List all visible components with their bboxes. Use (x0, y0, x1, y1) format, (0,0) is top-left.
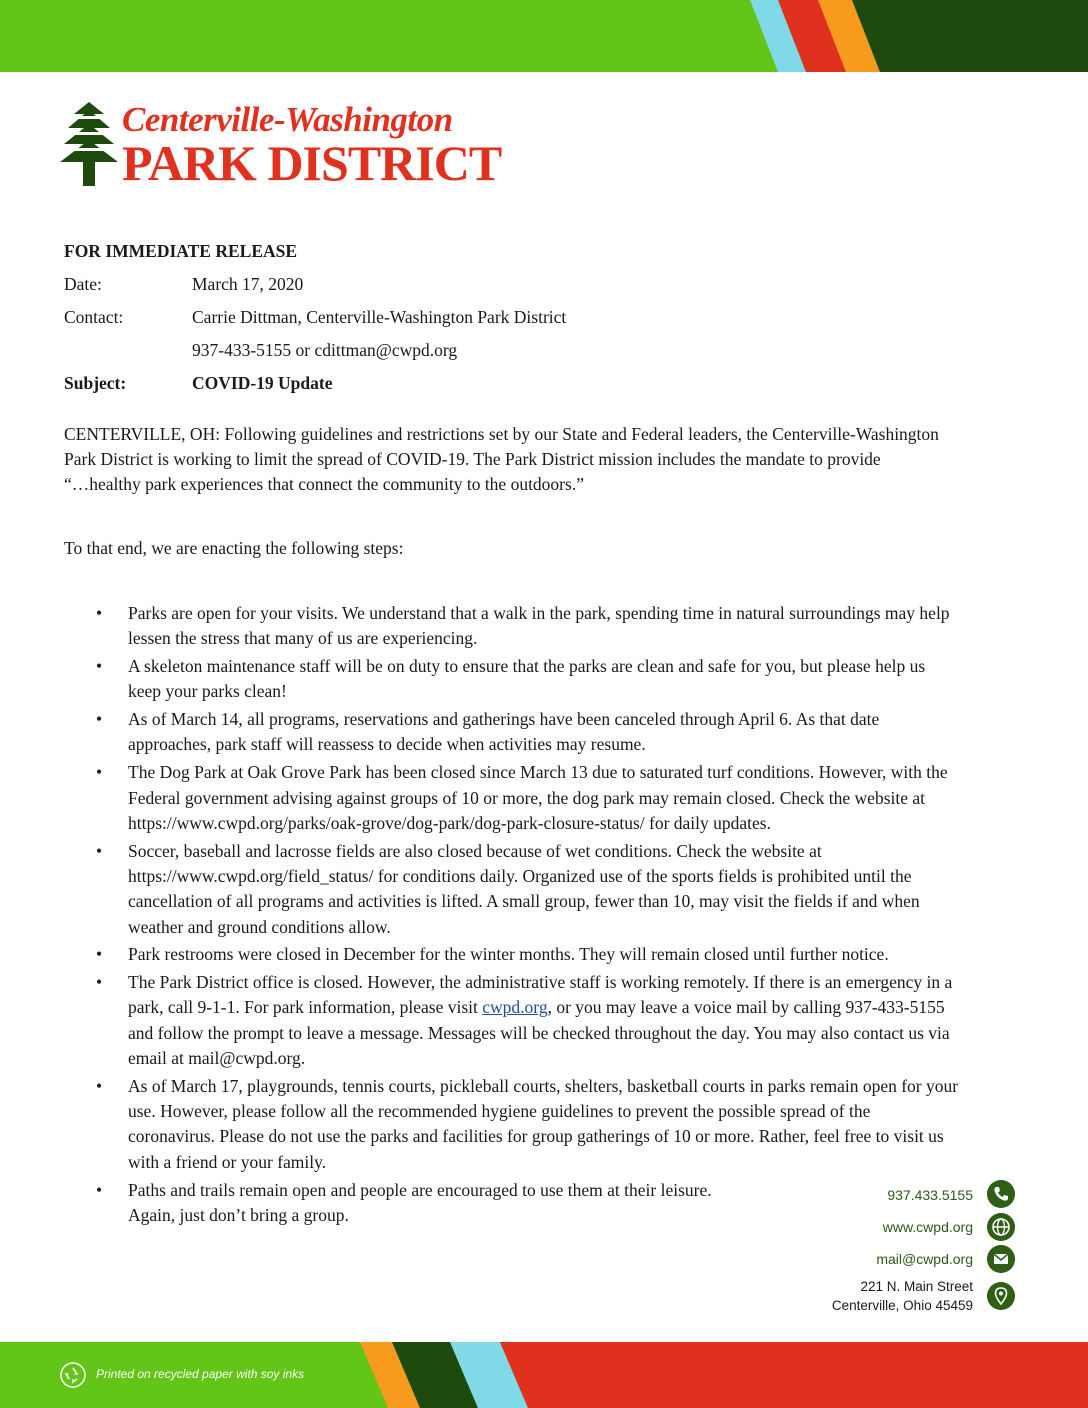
header-color-band (0, 0, 1088, 72)
list-item-line: and follow the prompt to leave a message. Messages will be checked throughout the day. You may also contact us via (128, 1022, 950, 1043)
recycle-icon (60, 1362, 86, 1388)
list-item-line: approaches, park staff will reassess to decide when activities may resume. (128, 734, 646, 755)
list-item-line: Parks are open for your visits. We understand that a walk in the park, spending time in natural surroundings may help (128, 603, 950, 623)
list-item (64, 707, 1039, 758)
steps-list (64, 601, 1039, 1231)
recycle-note: Printed on recycled paper with soy inks (96, 1367, 305, 1381)
intro-line: “…healthy park experiences that connect the community to the outdoors.” (64, 474, 584, 494)
list-item (64, 942, 1039, 967)
list-item-line (128, 995, 1039, 1020)
subject-label: Subject: (64, 373, 127, 393)
list-item (64, 1074, 1039, 1175)
list-item-line: email at mail@cwpd.org. (128, 1048, 306, 1069)
contact-address-line1: 221 N. Main Street (860, 1279, 973, 1294)
bullet-glyph: • (96, 944, 103, 965)
globe-icon (987, 1213, 1015, 1241)
list-item-line: keep your parks clean! (128, 681, 287, 702)
list-item (64, 839, 1039, 940)
tree-icon (58, 102, 120, 186)
office-line-after-link: , or you may leave a voice mail by calling 937-433-5155 (547, 997, 945, 1018)
list-item (64, 760, 1039, 836)
logo-wordmark-top: Centerville-Washington (122, 100, 453, 139)
logo-wordmark-bottom: PARK DISTRICT (122, 135, 502, 191)
contact-address-line2: Centerville, Ohio 45459 (831, 1298, 973, 1313)
list-item-line: lessen the stress that many of us are experiencing. (128, 628, 478, 649)
date-value: March 17, 2020 (192, 274, 304, 294)
intro-line: CENTERVILLE, OH: Following guidelines and restrictions set by our State and Federal leaders, the Centerville-Washington (64, 424, 939, 444)
list-item-line: weather and ground conditions allow. (128, 916, 391, 937)
list-item-line: The Dog Park at Oak Grove Park has been closed since March 13 due to saturated turf conditions. However, with the (128, 762, 948, 783)
list-item-line: A skeleton maintenance staff will be on duty to ensure that the parks are clean and safe for you, but please help us (128, 656, 926, 677)
list-item-line: As of March 14, all programs, reservations and gatherings have been canceled through April 6. As that date (128, 709, 880, 730)
contact-value: Carrie Dittman, Centerville-Washington Park District (192, 307, 567, 327)
contact-email: mail@cwpd.org (876, 1251, 973, 1267)
list-item-line: Paths and trails remain open and people are encouraged to use them at their leisure. (128, 1179, 712, 1200)
list-item-line: with a friend or your family. (128, 1151, 327, 1172)
contact-phone-email: 937-433-5155 or cdittman@cwpd.org (192, 340, 458, 360)
date-label: Date: (64, 274, 102, 294)
bullet-glyph: • (96, 762, 103, 783)
contact-label: Contact: (64, 307, 124, 327)
bullet-glyph: • (96, 603, 103, 623)
bullet-glyph: • (96, 656, 103, 677)
cwpd-link[interactable]: cwpd.org (482, 997, 548, 1018)
list-item (64, 601, 1039, 652)
bullet-glyph: • (96, 972, 103, 993)
phone-icon (987, 1180, 1015, 1208)
list-item-line: Federal government advising against groups of 10 or more, the dog park may remain closed. Check the website at (128, 787, 926, 808)
contact-web: www.cwpd.org (882, 1219, 973, 1235)
location-pin-icon (987, 1282, 1015, 1310)
list-item-line: Park restrooms were closed in December for the winter months. They will remain closed until further notice. (128, 944, 889, 965)
list-item-line: Soccer, baseball and lacrosse fields are also closed because of wet conditions. Check the website at (128, 840, 822, 861)
list-item-line: coronavirus. Please do not use the parks and facilities for group gatherings of 10 or more. Rather, feel free to visit us (128, 1126, 944, 1147)
intro-paragraph (64, 422, 1044, 497)
bullet-glyph: • (96, 709, 103, 730)
list-item (64, 970, 1039, 1071)
bullet-glyph: • (96, 1075, 103, 1096)
intro-line: Park District is working to limit the spread of COVID-19. The Park District mission includes the mandate to provide (64, 449, 881, 469)
bullet-glyph: • (96, 1179, 103, 1200)
subject-value: COVID-19 Update (192, 373, 333, 393)
steps-intro: To that end, we are enacting the following steps: (64, 538, 404, 558)
list-item-line: https://www.cwpd.org/field_status/ for conditions daily. Organized use of the sports fields is prohibited until the (128, 865, 912, 886)
office-line-before-link: park, call 9-1-1. For park information, please visit (128, 997, 483, 1018)
list-item-line: Again, just don’t bring a group. (128, 1204, 349, 1225)
list-item-line: cancellation of all programs and activities is lifted. A small group, fewer than 10, may visit the fields if and when (128, 891, 920, 912)
list-item (64, 654, 1039, 705)
list-item-line: The Park District office is closed. However, the administrative staff is working remotely. If there is an emergency in a (128, 972, 953, 993)
list-item-line: https://www.cwpd.org/parks/oak-grove/dog-park/dog-park-closure-status/ for daily updates. (128, 812, 771, 833)
contact-phone: 937.433.5155 (887, 1187, 973, 1203)
list-item-line: As of March 17, playgrounds, tennis courts, pickleball courts, shelters, basketball courts in parks remain open for your (128, 1075, 959, 1096)
bullet-glyph: • (96, 840, 103, 861)
release-heading: FOR IMMEDIATE RELEASE (64, 241, 298, 261)
list-item-line: use. However, please follow all the recommended hygiene guidelines to prevent the possible spread of the (128, 1101, 871, 1122)
mail-icon (987, 1245, 1015, 1273)
